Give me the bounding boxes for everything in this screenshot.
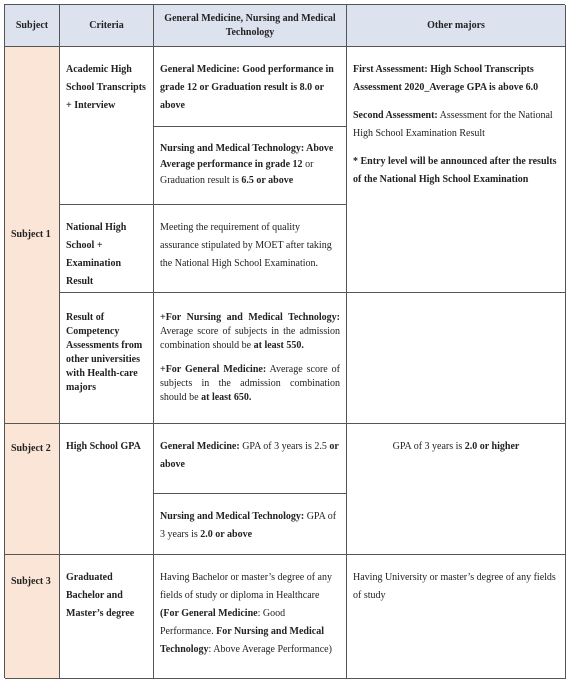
competency-scores-cell xyxy=(154,293,347,424)
gm-gpa-cell xyxy=(154,424,347,494)
gm-transcripts-cell xyxy=(154,47,347,127)
gm-competency-value: at least 650. xyxy=(201,392,252,403)
gm-gpa-label: General Medicine: xyxy=(160,441,240,452)
criteria-national-exam: National High School + Examination Result xyxy=(60,205,154,293)
nmt-competency-value: at least 550. xyxy=(253,340,304,351)
nmt-label: Nursing and Medical Technology: xyxy=(160,143,305,154)
gm-text: Good performance in grade 12 or Graduation result is xyxy=(160,64,334,93)
other-majors-degree-cell: Having University or master’s degree of any fields of study xyxy=(347,555,566,679)
second-assessment xyxy=(353,107,559,143)
gm-gpa-value: or above xyxy=(160,441,339,470)
gm-gpa-text: GPA of 3 years is 2.5 xyxy=(239,441,330,452)
second-assessment-text: Assessment for the National High School Examination Result xyxy=(353,110,553,139)
nmt-competency-text: Average score of subjects in the admission combination should be xyxy=(160,326,340,351)
criteria-competency-assessments: Result of Competency Assessments from other universities with Health-care majors xyxy=(60,293,154,424)
header-subject: Subject xyxy=(5,5,60,47)
criteria-high-school-gpa: High School GPA xyxy=(60,424,154,555)
gm-competency-label: +For General Medicine: xyxy=(160,364,267,375)
degree-requirement-cell xyxy=(154,555,347,679)
nmt-text: or Graduation result is xyxy=(160,159,314,186)
other-majors-competency-cell xyxy=(347,293,566,424)
entry-level-note: * Entry level will be announced after the results of the National High School Examination xyxy=(353,156,557,185)
nmt-gpa-value: 2.0 or above xyxy=(200,529,253,540)
gm-value: 8.0 or above xyxy=(160,82,324,111)
criteria-academic-transcripts: Academic High School Transcripts + Interview xyxy=(60,47,154,205)
other-gpa-text: GPA of 3 years is xyxy=(392,441,465,452)
nmt-value: 6.5 or above xyxy=(241,175,294,186)
degree-text: Having Bachelor or master’s degree of any fields of study or diploma in Healthcare xyxy=(160,572,332,601)
other-majors-subject-1-cell xyxy=(347,47,566,293)
nmt-degree-text: : Above Average Performance) xyxy=(208,644,332,655)
gm-degree-text: : Good Performance. xyxy=(160,608,286,637)
subject-3-label: Subject 3 xyxy=(5,555,60,679)
nmt-gpa-text: GPA of 3 years is xyxy=(160,511,337,540)
first-assessment: First Assessment: High School Transcripts Assessment 2020_Average GPA is above 6.0 xyxy=(353,64,539,93)
national-exam-requirement: Meeting the requirement of quality assurance stipulated by MOET after taking the National High School Examination. xyxy=(154,205,347,293)
header-criteria: Criteria xyxy=(60,5,154,47)
nmt-transcripts-cell xyxy=(154,127,347,205)
gm-competency-text: Average score of subjects in the admission combination should be xyxy=(160,364,340,403)
header-other-majors: Other majors xyxy=(347,5,566,47)
other-gpa-value: 2.0 or higher xyxy=(464,441,520,452)
subject-2-label: Subject 2 xyxy=(5,424,60,555)
nmt-competency-label: +For Nursing and Medical Technology: xyxy=(160,312,340,323)
second-assessment-label: Second Assessment: xyxy=(353,110,438,121)
nmt-gpa-label: Nursing and Medical Technology: xyxy=(160,511,305,522)
other-majors-gpa-cell xyxy=(347,424,566,555)
nmt-gpa-cell xyxy=(154,494,347,555)
subject-1-label: Subject 1 xyxy=(5,47,60,424)
gm-degree-prefix: (For General Medicine xyxy=(160,608,258,619)
nmt-text-bold: Above Average performance in grade 12 xyxy=(160,143,334,170)
header-gm-nmt: General Medicine, Nursing and Medical Technology xyxy=(154,5,347,47)
admission-criteria-table xyxy=(4,4,565,678)
criteria-graduated-degree: Graduated Bachelor and Master’s degree xyxy=(60,555,154,679)
gm-label: General Medicine: xyxy=(160,64,240,75)
nmt-degree-label: For Nursing and Medical Technology xyxy=(160,626,324,655)
